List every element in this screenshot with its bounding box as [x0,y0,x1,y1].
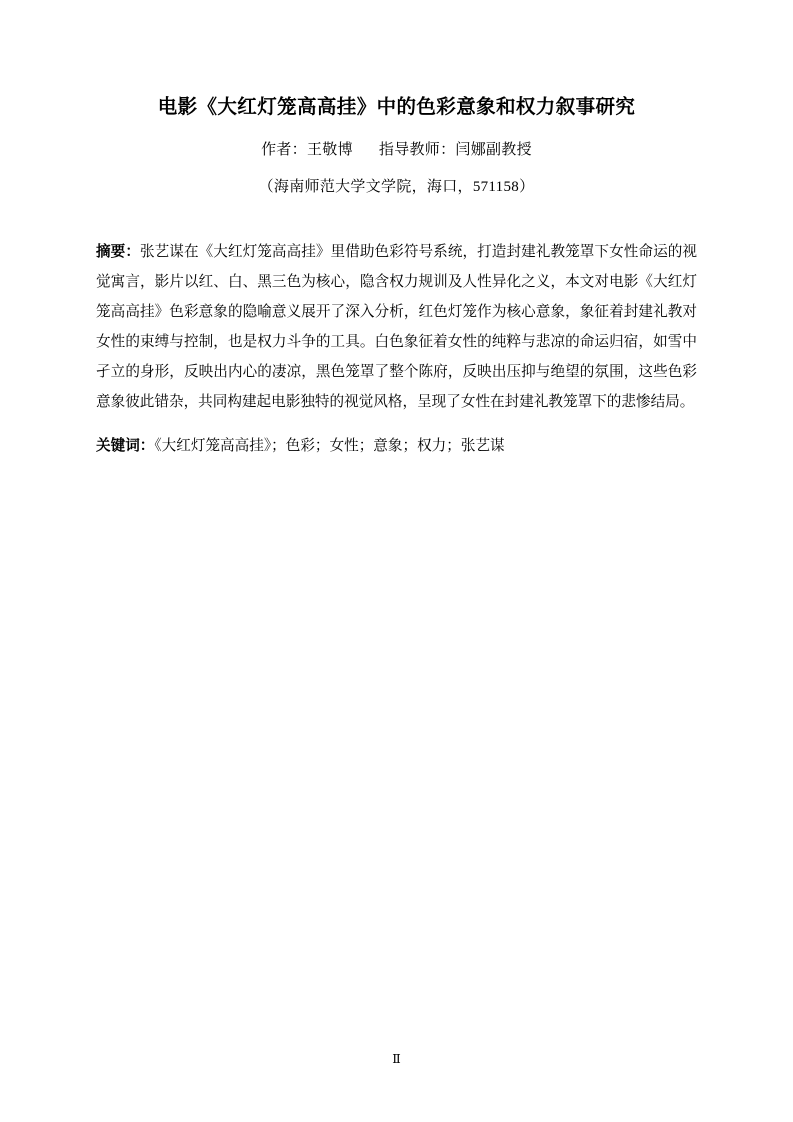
keywords-text: 《大红灯笼高高挂》；色彩；女性；意象；权力；张艺谋 [154,438,505,455]
abstract-text: 张艺谋在《大红灯笼高高挂》里借助色彩符号系统，打造封建礼教笼罩下女性命运的视觉寓言，影片以红、白、黑三色为核心，隐含权力规训及人性异化之义，本文对电影《大红灯笼高高挂》色彩意象的隐喻意义展开了深入分析，红色灯笼作为核心意象，象征着封建礼教对女性的束缚与控制，也是权力斗争的工具。白色象征着女性的纯粹与悲凉的命运归宿，如雪中孑立的身形，反映出内心的凄凉，黑色笼罩了整个陈府，反映出压抑与绝望的氛围，这些色彩意象彼此错杂，共同构建起电影独特的视觉风格，呈现了女性在封建礼教笼罩下的悲惨结局。 [96,244,697,410]
author-name: 王敬博 [306,142,353,159]
abstract-label: 摘要： [96,244,140,261]
advisor-name: 闫娜副教授 [455,142,532,159]
page-number: Ⅱ [392,1052,401,1066]
author-label: 作者： [261,142,307,159]
abstract-section [96,238,697,462]
page-title: 电影《大红灯笼高高挂》中的色彩意象和权力叙事研究 [157,96,636,118]
affiliation: （海南师范大学文学院，海口，571158） [258,178,535,195]
byline [96,139,697,162]
advisor-label: 指导教师： [378,142,456,159]
abstract-paragraph [96,238,697,417]
keywords-paragraph [96,432,697,462]
keywords-label: 关键词： [96,438,155,455]
